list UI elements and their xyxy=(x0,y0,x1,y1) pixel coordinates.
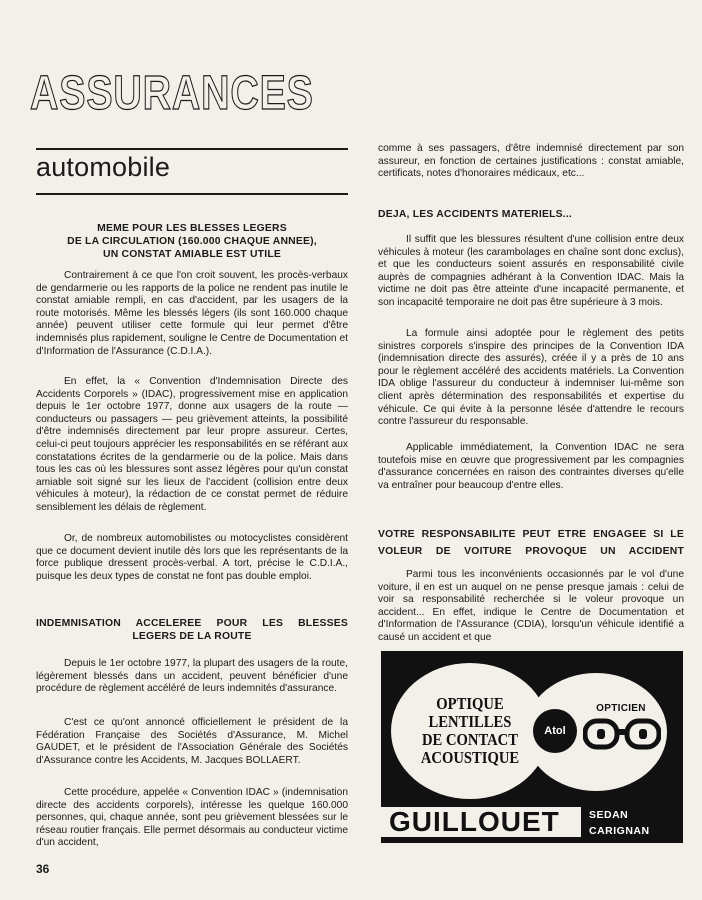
paragraph-continued: comme à ses passagers, d'être indemnisé directement par son assureur, en fonction de certaines justifications : constat amiable, certificats, notes d'honoraires médicaux, etc... xyxy=(378,143,684,180)
store-name: GUILLOUET xyxy=(381,807,581,837)
paragraph: Il suffit que les blessures résultent d'une collision entre deux véhicules à moteur (les carambolages en chaîne sont donc exclus), et que les conducteurs soient assurés en responsabilité civile auprès de compagnies adhérant à la Convention IDAC. Mais la victime ne doit pas être atteinte d'une incapacité permanente, et son incapacité temporaire ne doit pas être supérieure à 3 mois. xyxy=(378,234,684,308)
heading-line: DE LA CIRCULATION (160.000 CHAQUE ANNEE), xyxy=(67,236,317,247)
section-subtitle: automobile xyxy=(36,152,171,182)
heading-line: LEGERS DE LA ROUTE xyxy=(132,631,252,642)
ad-service-line: LENTILLES xyxy=(428,712,512,731)
paragraph: Depuis le 1er octobre 1977, la plupart des usagers de la route, légèrement blessés dans un accident, peuvent bénéficier d'une procédure de règlement accéléré de leurs indemnités d'assurance. xyxy=(36,658,348,695)
paragraph: Contrairement à ce que l'on croit souvent, les procès-verbaux de gendarmerie ou les rapports de la police ne rendent pas inutile le constat amiable rempli, en cas d'accident, par les usagers de la route motorisés. Même les blessés légers (ils sont 160.000 chaque année) peuvent utiliser cette formule qui leur permet d'être indemnisés plus rapidement, souligne le Centre de Documentation et d'Information de l'Assurance (C.D.I.A.). xyxy=(36,270,348,357)
ad-service-line: DE CONTACT xyxy=(422,730,518,749)
heading-line: INDEMNISATION ACCELEREE POUR LES BLESSES xyxy=(36,618,348,629)
paragraph: C'est ce qu'ont annoncé officiellement le président de la Fédération Française des Sociétés d'Assurance, M. Michel GAUDET, et le président de l'Association Générale des Sociétés d'Assurance contre les Accidents, M. Jacques BOLLAERT. xyxy=(36,717,348,766)
heading-line: VOTRE RESPONSABILITE PEUT ETRE ENGAGEE SI LE xyxy=(378,529,684,540)
optician-advertisement xyxy=(381,651,683,843)
paragraph: En effet, la « Convention d'Indemnisation Directe des Accidents Corporels » (IDAC), progressivement mise en application depuis le 1er octobre 1977, donne aux usagers de la route — conducteurs ou passagers — peu grièvement atteints, la possibilité d'être indemnisés directement par leur propre assureur. Certes, celui-ci peut toujours apprécier les responsabilités en se référant aux constatations écrites de la gendarmerie ou de la police. Mais dans tous les cas où les blessures sont assez légères pour qu'un constat amiable soit signé sur les lieux de l'accident (collision entre deux véhicules à moteur), la rédaction de ce constat permet de réduire sensiblement les délais de règlement. xyxy=(36,376,348,513)
section-title: ASSURANCES xyxy=(30,67,314,120)
paragraph: Or, de nombreux automobilistes ou motocyclistes considèrent que ce document devient inutile dès lors que les représentants de la force publique dressent procès-verbal. A tort, précise le C.D.I.A., puisque les deux types de constat ne font pas double emploi. xyxy=(36,533,348,582)
paragraph: La formule ainsi adoptée pour le règlement des petits sinistres corporels s'inspire des principes de la Convention IDA (indemnisation directe des assurés), créée il y a près de 10 ans pour le règlement accéléré des accidents matériels. La Convention IDA oblige l'assureur du conducteur à indemniser lui-même son client après détermination des responsabilités et expertise du véhicule. Ce qui évite à la personne lésée d'attendre le recours contre l'assureur du responsable. xyxy=(378,328,684,428)
paragraph: Parmi tous les inconvénients occasionnés par le vol d'une voiture, il en est un auquel on ne pense presque jamais : celui de voir sa responsabilité recherchée si le voleur provoque un accident... En effet, indique le Centre de Documentation et d'Information de l'Assurance (CDIA), lorsqu'un véhicule identifié a causé un accident et que xyxy=(378,569,684,643)
title-rule-top xyxy=(36,148,348,150)
ad-service-line: OPTIQUE xyxy=(436,694,504,713)
glasses-icon xyxy=(583,717,661,751)
heading-blesses-legers xyxy=(36,222,348,261)
heading-indemnisation xyxy=(36,617,348,643)
heading-accidents-materiels: DEJA, LES ACCIDENTS MATERIELS... xyxy=(378,209,573,220)
heading-line: MEME POUR LES BLESSES LEGERS xyxy=(97,223,287,234)
paragraph: Cette procédure, appelée « Convention IDAC » (indemnisation directe des accidents corporels), intéresse les quelque 160.000 personnes, qui, chaque année, sont peu grièvement blessées sur le réseau routier français. Elle permet désormais au conducteur victime d'un accident, xyxy=(36,787,348,849)
atol-logo: Atol xyxy=(533,709,577,753)
title-rule-bottom xyxy=(36,193,348,195)
paragraph: Applicable immédiatement, la Convention IDAC ne sera toutefois mise en œuvre que progressivement par les compagnies d'assurance concernées en raison des contraintes diverses qu'elle va entraîner pour beaucoup d'entre elles. xyxy=(378,442,684,491)
store-city: SEDAN xyxy=(589,809,629,821)
store-city: CARIGNAN xyxy=(589,825,650,837)
page-number: 36 xyxy=(36,862,50,876)
heading-line: VOLEUR DE VOITURE PROVOQUE UN ACCIDENT xyxy=(378,546,684,557)
heading-responsabilite xyxy=(378,526,684,560)
opticien-label: OPTICIEN xyxy=(596,703,646,714)
ad-service-line: ACOUSTIQUE xyxy=(420,748,520,767)
atol-logo-circle xyxy=(525,673,667,791)
heading-line: UN CONSTAT AMIABLE EST UTILE xyxy=(103,249,281,260)
